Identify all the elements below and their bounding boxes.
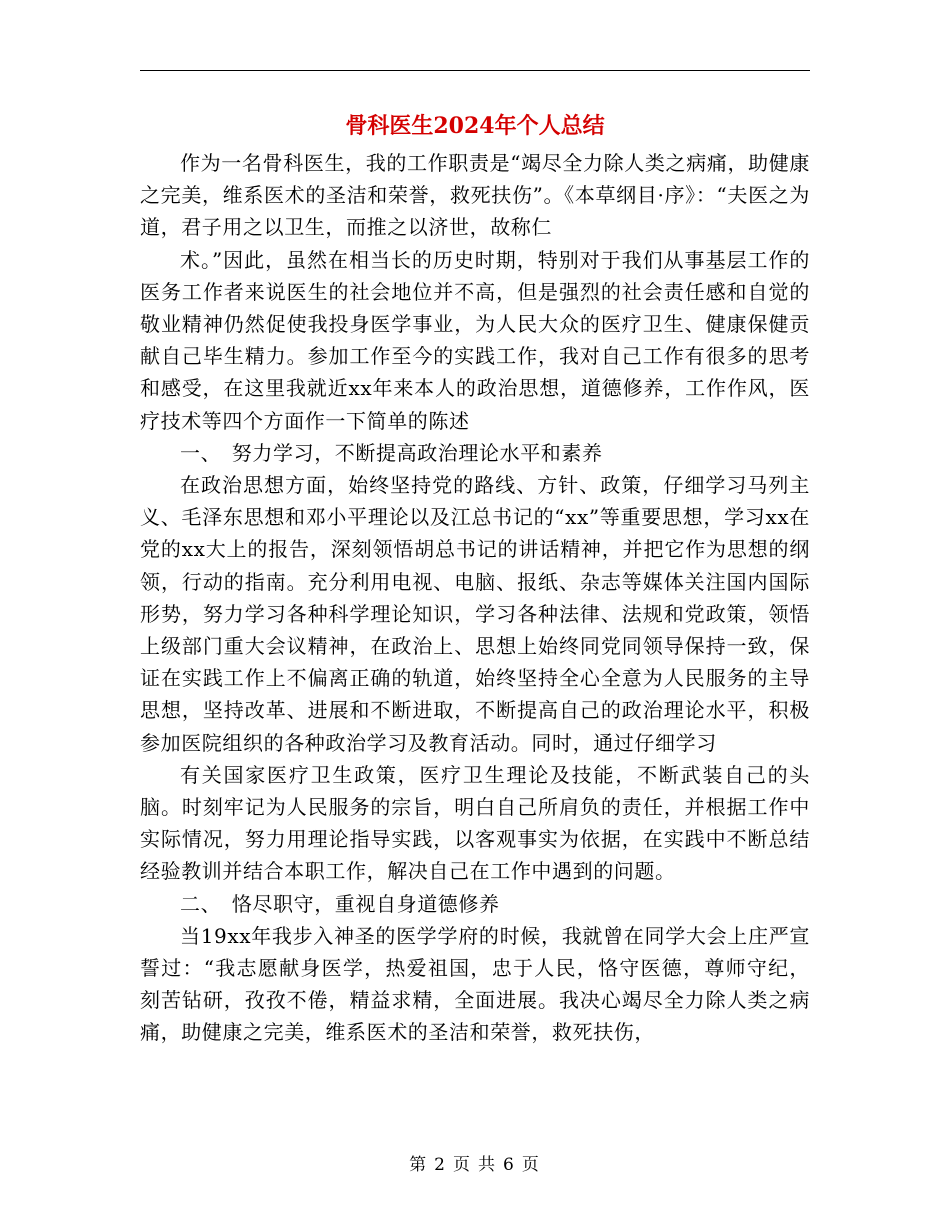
paragraph-oath: 当19xx年我步入神圣的医学学府的时候，我就曾在同学大会上庄严宣誓过：“我志愿献身医学，热爱祖国，忠于人民，恪守医德，尊师守纪，刻苦钻研，孜孜不倦，精益求精，全面进展。我决心竭尽全力除人类之病痛，助健康之完美，维系医术的圣洁和荣誉，救死扶伤， — [140, 923, 810, 1045]
page-footer — [140, 1153, 810, 1177]
document-body — [140, 147, 810, 1049]
section-heading-1: 一、 努力学习，不断提高政治理论水平和素养 — [180, 440, 603, 465]
paragraph-policy-study: 有关国家医疗卫生政策，医疗卫生理论及技能，不断武装自己的头脑。时刻牢记为人民服务的宗旨，明白自己所肩负的责任，并根据工作中实际情况，努力用理论指导实践，以客观事实为依据，在实践中不断总结经验教训并结合本职工作，解决自己在工作中遇到的问题。 — [140, 762, 810, 884]
footer-suffix: 页 — [521, 1155, 541, 1175]
header-rule — [140, 70, 810, 71]
footer-total-pages: 6 — [503, 1155, 516, 1175]
document-title: 骨科医生2024年个人总结 — [345, 113, 605, 139]
footer-prefix: 第 — [409, 1155, 429, 1175]
paragraph-background: 术。”因此，虽然在相当长的历史时期，特别对于我们从事基层工作的医务工作者来说医生的社会地位并不高，但是强烈的社会责任感和自觉的敬业精神仍然促使我投身医学事业，为人民大众的医疗卫生、健康保健贡献自己毕生精力。参加工作至今的实践工作，我对自己工作有很多的思考和感受，在这里我就近xx年来本人的政治思想，道德修养，工作作风，医疗技术等四个方面作一下简单的陈述 — [140, 247, 810, 433]
paragraph-political-study: 在政治思想方面，始终坚持党的路线、方针、政策，仔细学习马列主义、毛泽东思想和邓小平理论以及江总书记的“xx”等重要思想，学习xx在党的xx大上的报告，深刻领悟胡总书记的讲话精神，并把它作为思想的纲领，行动的指南。充分利用电视、电脑、报纸、杂志等媒体关注国内国际形势，努力学习各种科学理论知识，学习各种法律、法规和党政策，领悟上级部门重大会议精神，在政治上、思想上始终同党同领导保持一致，保证在实践工作上不偏离正确的轨道，始终坚持全心全意为人民服务的主导思想，坚持改革、进展和不断进取，不断提高自己的政治理论水平，积极参加医院组织的各种政治学习及教育活动。同时，通过仔细学习 — [140, 473, 810, 755]
footer-mid: 页 — [453, 1155, 472, 1175]
footer-current-page: 2 — [434, 1155, 447, 1175]
footer-total-word: 共 — [478, 1155, 497, 1175]
section-heading-2: 二、 恪尽职守，重视自身道德修养 — [180, 891, 500, 916]
paragraph-intro: 作为一名骨科医生，我的工作职责是“竭尽全力除人类之病痛，助健康之完美，维系医术的圣洁和荣誉，救死扶伤”。《本草纲目·序》：“夫医之为道，君子用之以卫生，而推之以济世，故称仁 — [140, 151, 810, 240]
